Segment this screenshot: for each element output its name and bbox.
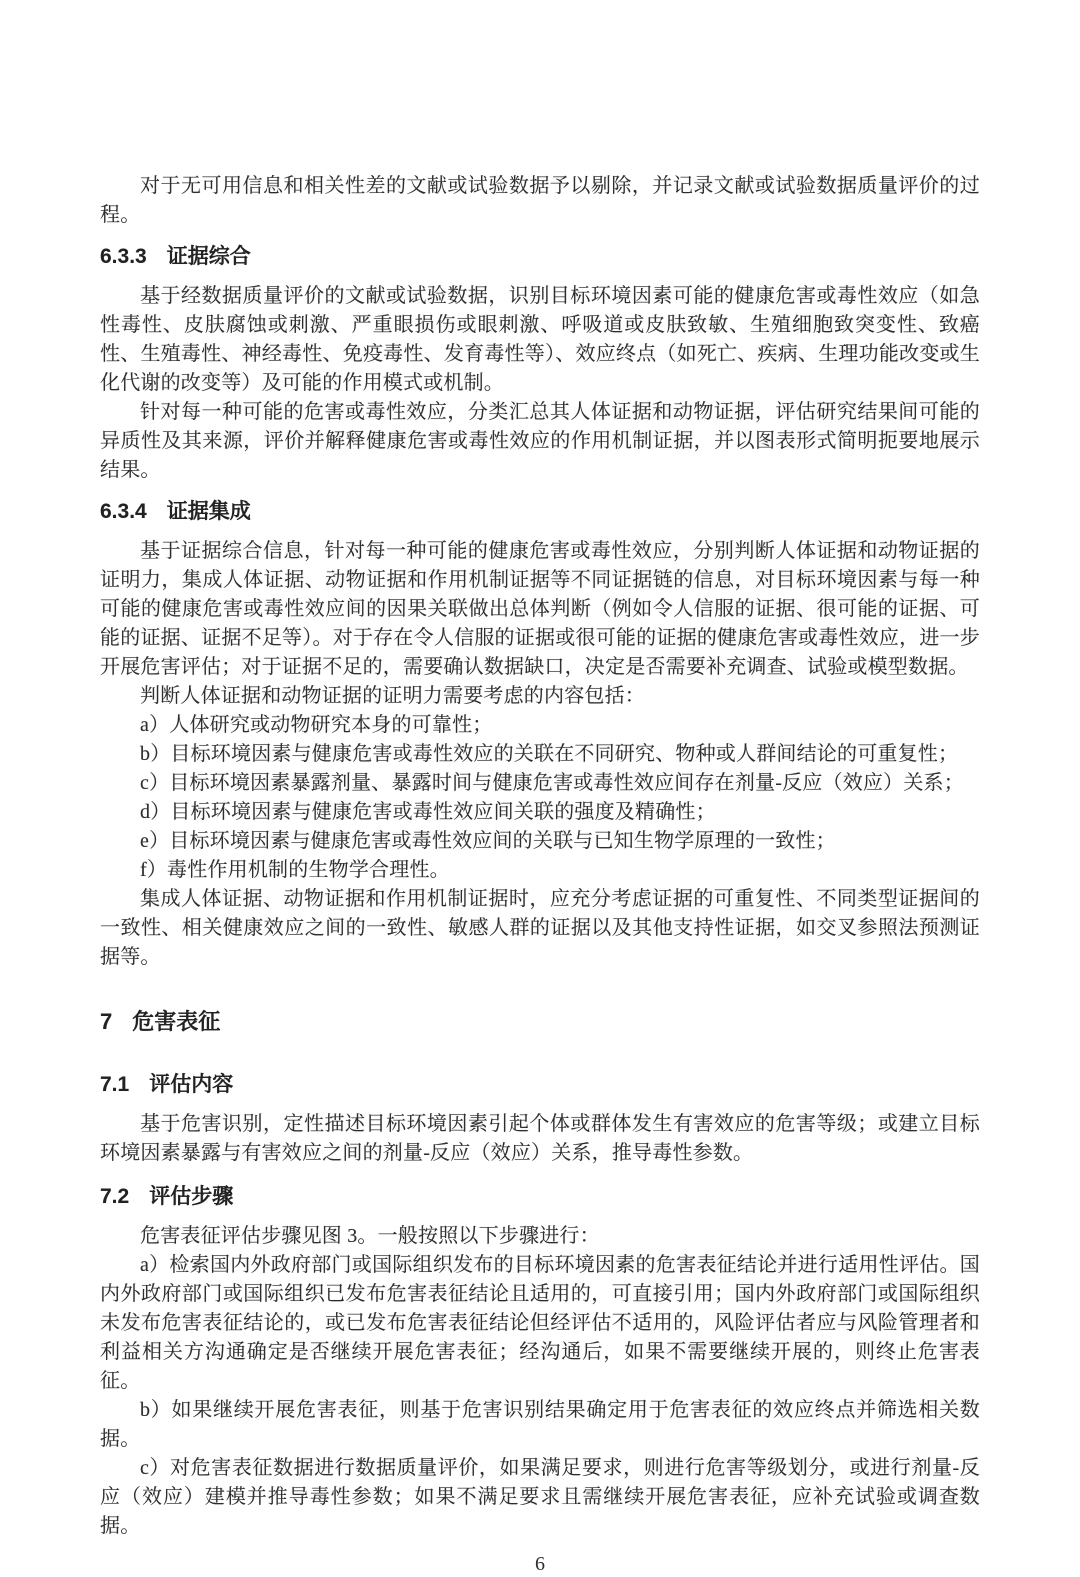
step-item-a: a）检索国内外政府部门或国际组织发布的目标环境因素的危害表征结论并进行适用性评估。国内外政府部门或国际组织已发布危害表征结论且适用的，可直接引用；国内外政府部门或国际组织未发布危害表征结论的，或已发布危害表征结论但经评估不适用的，风险评估者应与风险管理者和利益相关方沟通确定是否继续开展危害表征；经沟通后，如果不需要继续开展的，则终止危害表征。 [100,1254,980,1392]
paragraph-evidence-integration-close: 集成人体证据、动物证据和作用机制证据时，应充分考虑证据的可重复性、不同类型证据间的一致性、相关健康效应之间的一致性、敏感人群的证据以及其他支持性证据，如交叉参照法预测证据等。 [100,888,980,968]
paragraph-assessment-content: 基于危害识别，定性描述目标环境因素引起个体或群体发生有害效应的危害等级；或建立目标环境因素暴露与有害效应之间的剂量-反应（效应）关系，推导毒性参数。 [100,1113,980,1164]
heading-6-3-4 [100,497,980,527]
step-item-b: b）如果继续开展危害表征，则基于危害识别结果确定用于危害表征的效应终点并筛选相关数据。 [100,1399,980,1450]
step-item-c: c）对危害表征数据进行数据质量评价，如果满足要求，则进行危害等级划分，或进行剂量-反应（效应）建模并推导毒性参数；如果不满足要求且需继续开展危害表征，应补充试验或调查数据。 [100,1457,980,1537]
chapter-number: 7 [100,1009,113,1034]
list-item-d: d）目标环境因素与健康危害或毒性效应间关联的强度及精确性； [140,801,716,823]
paragraph-evidence-criteria-lead: 判断人体证据和动物证据的证明力需要考虑的内容包括： [140,685,645,707]
heading-6-3-3 [100,242,980,272]
section-number: 7.1 [100,1073,130,1096]
section-number: 6.3.3 [100,245,147,268]
section-title: 评估步骤 [149,1185,234,1208]
section-number: 6.3.4 [100,500,147,523]
heading-7-2 [100,1182,980,1212]
paragraph-evidence-synthesis-2: 针对每一种可能的危害或毒性效应，分类汇总其人体证据和动物证据，评估研究结果间可能的异质性及其来源，评价并解释健康危害或毒性效应的作用机制证据，并以图表形式简明扼要地展示结果。 [100,401,980,481]
list-item-c: c）目标环境因素暴露剂量、暴露时间与健康危害或毒性效应间存在剂量-反应（效应）关系； [140,772,964,794]
page-number: 6 [535,1553,545,1575]
paragraph-evidence-integration: 基于证据综合信息，针对每一种可能的健康危害或毒性效应，分别判断人体证据和动物证据的证明力，集成人体证据、动物证据和作用机制证据等不同证据链的信息，对目标环境因素与每一种可能的健康危害或毒性效应间的因果关联做出总体判断（例如令人信服的证据、很可能的证据、可能的证据、证据不足等）。对于存在令人信服的证据或很可能的证据的健康危害或毒性效应，进一步开展危害评估；对于证据不足的，需要确认数据缺口，决定是否需要补充调查、试验或模型数据。 [100,540,980,678]
heading-chapter-7 [100,1006,980,1038]
paragraph-data-exclusion: 对于无可用信息和相关性差的文献或试验数据予以剔除，并记录文献或试验数据质量评价的过程。 [100,175,980,226]
section-number: 7.2 [100,1185,130,1208]
paragraph-evidence-synthesis-1: 基于经数据质量评价的文献或试验数据，识别目标环境因素可能的健康危害或毒性效应（如急性毒性、皮肤腐蚀或刺激、严重眼损伤或眼刺激、呼吸道或皮肤致敏、生殖细胞致突变性、致癌性、生殖毒性、神经毒性、免疫毒性、发育毒性等）、效应终点（如死亡、疾病、生理功能改变或生化代谢的改变等）及可能的作用模式或机制。 [100,285,980,394]
section-title: 证据综合 [166,245,251,268]
section-title: 评估内容 [149,1073,234,1096]
chapter-title: 危害表征 [132,1009,221,1034]
list-item-e: e）目标环境因素与健康危害或毒性效应间的关联与已知生物学原理的一致性； [140,830,836,852]
list-item-a: a）人体研究或动物研究本身的可靠性； [140,714,493,736]
heading-7-1 [100,1070,980,1100]
list-item-f: f）毒性作用机制的生物学合理性。 [140,859,450,881]
section-title: 证据集成 [166,500,251,523]
list-item-b: b）目标环境因素与健康危害或毒性效应的关联在不同研究、物种或人群间结论的可重复性； [140,743,959,765]
paragraph-steps-lead: 危害表征评估步骤见图 3。一般按照以下步骤进行： [140,1225,600,1247]
